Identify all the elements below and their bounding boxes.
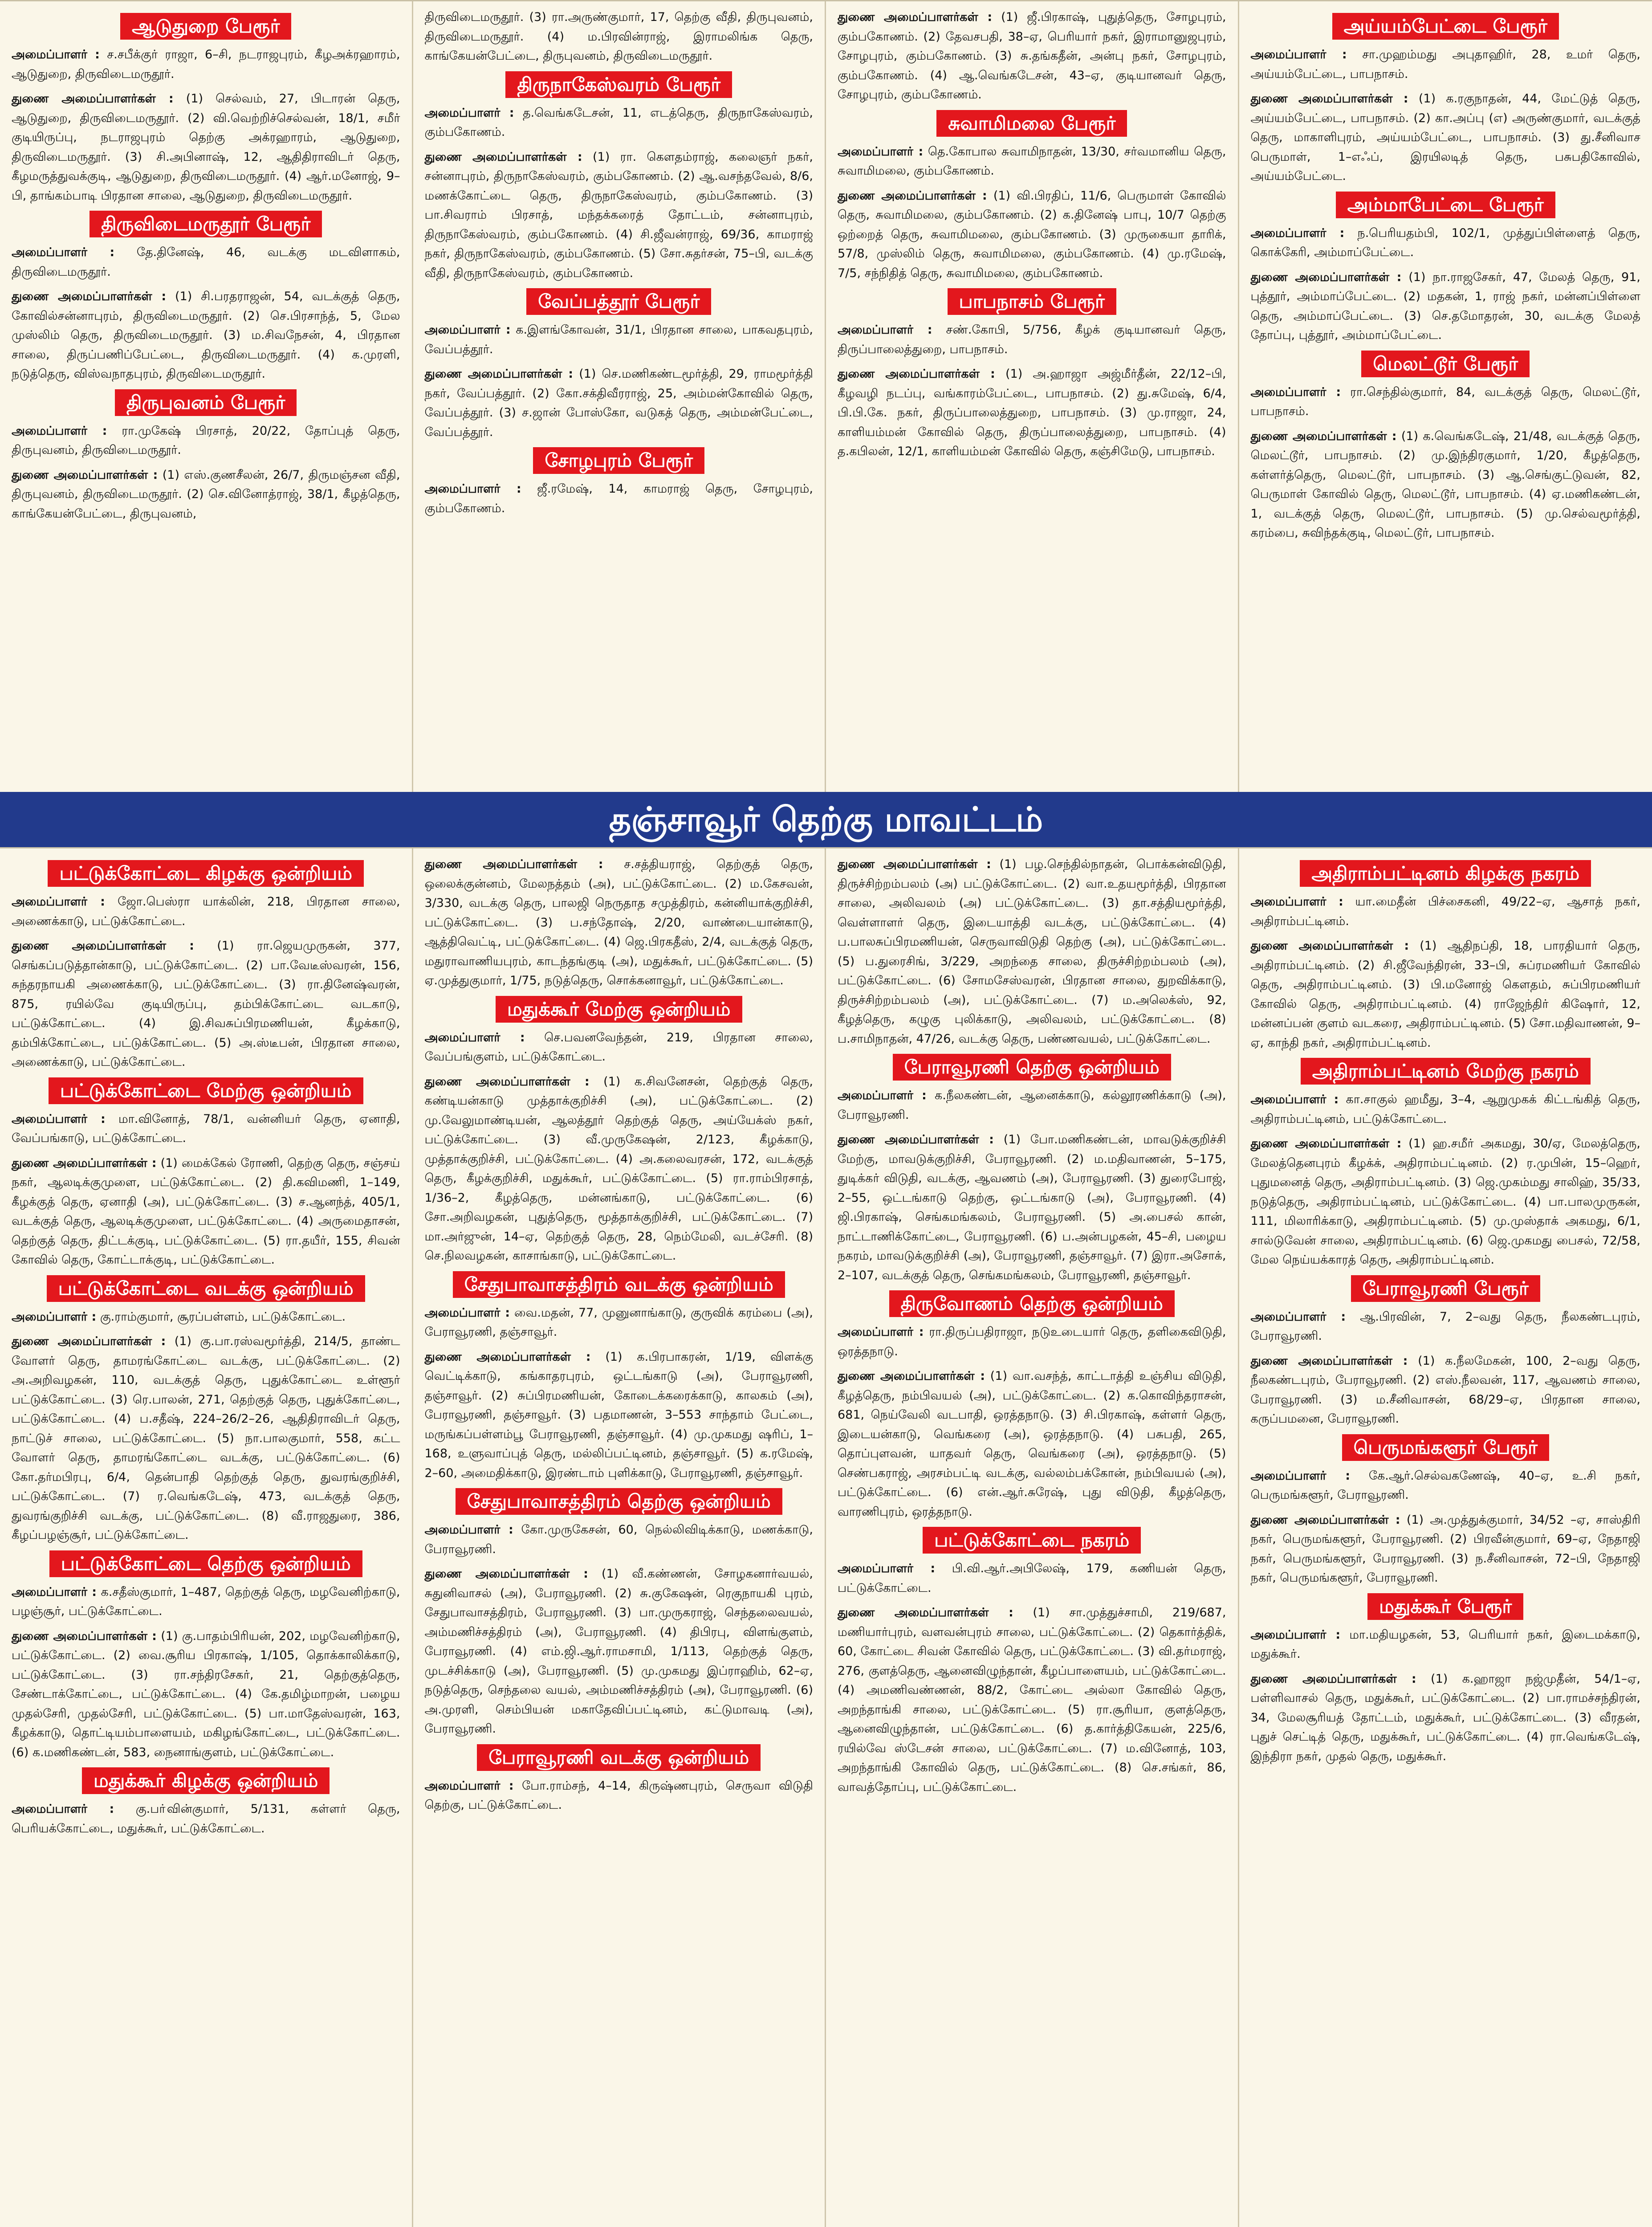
section-heading: மதுக்கூர் பேரூர் <box>1367 1593 1523 1620</box>
section-heading: திருவிடைமருதூர் பேரூர் <box>90 211 322 237</box>
member-entry <box>1251 1466 1641 1505</box>
role-label: துணை அமைப்பாளர்கள் : <box>838 1133 994 1146</box>
entry-text: போ.ராம்சந், 4–14, கிருஷ்ணபுரம், செருவா விடுதி தெற்கு, பட்டுக்கோட்டை. <box>424 1778 813 1812</box>
entry-text: ச.சபீக்குர் ராஜா, 6–சி, நடராஜபுரம், கீழஅக்ரஹாரம், ஆடுதுறை, திருவிடைமருதூர். <box>12 48 400 81</box>
role-label: அமைப்பாளர் : <box>12 1309 97 1324</box>
role-label: அமைப்பாளர் : <box>12 424 107 438</box>
member-entry <box>12 1332 400 1545</box>
entry-text: மா.மதியழகன், 53, பெரியார் நகர், இடைமக்காடு, மதுக்கூர். <box>1250 1627 1640 1661</box>
member-entry <box>1251 1351 1641 1429</box>
member-entry <box>12 936 400 1072</box>
role-label: துணை அமைப்பாளர்கள் : <box>838 1606 1013 1619</box>
section-heading: திருபுவனம் பேரூர் <box>115 389 297 416</box>
member-entry <box>1251 892 1641 931</box>
role-label: அமைப்பாளர் : <box>12 1112 106 1126</box>
entry-text: செ.பவனவேந்தன், 219, பிரதான சாலை, வேப்பங்குளம், பட்டுக்கோட்டை. <box>424 1030 813 1064</box>
column-2 <box>413 1 826 793</box>
entry-text: யா.மைதீன் பிச்சைகனி, 49/22–ஏ, ஆசாத் நகர், அதிராம்பட்டினம். <box>1250 895 1640 928</box>
role-label: அமைப்பாளர் : <box>1250 895 1343 909</box>
role-label: அமைப்பாளர் : <box>424 323 511 337</box>
role-label: அமைப்பாளர் : <box>424 1778 514 1793</box>
section-heading: சேதுபாவாசத்திரம் வடக்கு ஒன்றியம் <box>453 1271 785 1298</box>
member-entry <box>425 479 814 518</box>
member-entry <box>1251 936 1641 1052</box>
member-entry <box>425 1776 814 1815</box>
member-entry <box>1251 1090 1641 1129</box>
section-heading: பட்டுக்கோட்டை தெற்கு ஒன்றியம் <box>49 1550 362 1577</box>
member-entry <box>1251 1625 1641 1664</box>
column-4 <box>1239 1 1652 793</box>
entry-text: (1) வா.வசந்த், காட்டாத்தி உஞ்சிய விடுதி, கீழத்தெரு, நம்பிவயல் (அ), பட்டுக்கோட்டை. (2) க.கொவிந்தராசன், 681, நெய்வேலி வடபாதி, ஒரத்தநாடு. (3) சி.பிரகாஷ், கள்ளர் தெரு, இடையன்காடு, வெங்கரை (அ), ஒரத்தநாடு. (4) பசுபதி, 265, தொப்புளவன், யாதவர் தெரு, வெங்கரை (அ), ஒரத்தநாடு. (5) செண்பகராஜ், அரசம்பட்டி வடக்கு, வல்லம்பக்கோன், நம்பிவயல் (அ), பட்டுக்கோட்டை. (6) என்.ஆர்.சுரேஷ், புது விடுதி, கீழத்தெரு, வாரணிபுரம், ஒரத்தநாடு. <box>838 1369 1226 1519</box>
role-label: அமைப்பாளர் : <box>838 144 924 159</box>
entry-text: (1) க.ரகுநாதன், 44, மேட்டுத் தெரு, அய்யம்பேட்டை, பாபநாசம். (2) கா.அப்பு (எ) அருண்குமார், வடக்குத் தெரு, மாகாளிபுரம், அய்யம்பேட்டை, பாபநாசம். (3) து.சீனிவாச பெருமாள், 1–எஃப், இரயிலடித் தெரு, பசுபதிகோவில், அய்யம்பேட்டை. <box>1250 92 1640 183</box>
entry-text: (1) கு.பா.ரஸ்வமூர்த்தி, 214/5, தாண்ட வோளர் தெரு, தாமரங்கோட்டை வடக்கு, பட்டுக்கோட்டை. (2) அ.அறிவழகன், 110, வடக்குத் தெரு, புதுக்கோட்டை உள்ளூர் பட்டுக்கோட்டை. (3) ரெ.பாலன், 271, தெற்குத் தெரு, புதுக்கோட்டை, பட்டுக்கோட்டை. (4) ப.சதீஷ், 224–26/2–26, ஆதிதிராவிடர் தெரு, நாட்டுச் சாலை, பட்டுக்கோட்டை. (5) நா.பாலகுமார், 558, கட்ட வோளர் தெரு, தாமரங்கோட்டை வடக்கு, பட்டுக்கோட்டை. (6) கோ.தர்மபிரபு, 6/4, தென்பாதி தெற்குத் தெரு, துவரங்குறிச்சி, பட்டுக்கோட்டை. (7) ர.வெங்கடேஷ், 473, வடக்குத் தெரு, துவரங்குறிச்சி வடக்கு, பட்டுக்கோட்டை. (8) வீ.ராஜதுரை, 386, கீழப்பழஞ்சூர், பட்டுக்கோட்டை. <box>12 1334 400 1542</box>
role-label: துணை அமைப்பாளர்கள் : <box>838 1369 985 1383</box>
member-entry <box>425 1520 814 1559</box>
member-entry <box>838 364 1226 461</box>
entry-text: ரா.செந்தில்குமார், 84, வடக்குத் தெரு, மெலட்டூர், பாபநாசம். <box>1250 385 1640 418</box>
role-label: துணை அமைப்பாளர்கள் : <box>12 1334 166 1348</box>
entry-text: கோ.முருகேசன், 60, நெல்லிவிடிக்காடு, மணக்காடு, பேராவூரணி. <box>424 1523 813 1556</box>
section-heading: பட்டுக்கோட்டை நகரம் <box>923 1527 1141 1554</box>
entry-text: (1) செ.மணிகண்டமூர்த்தி, 29, ராமமூர்த்தி நகர், வேப்பத்தூர். (2) கோ.சக்திவீரராஜ், 25, அம்மன்கோவில் தெரு, வேப்பத்தூர். (3) ச.ஜான் போஸ்கோ, வடுகத் தெரு, அம்மன்பேட்டை, வேப்பத்தூர். <box>424 367 813 439</box>
member-entry <box>425 1347 814 1483</box>
member-entry <box>838 1366 1226 1521</box>
section-heading: பேராவூரணி பேரூர் <box>1351 1275 1540 1302</box>
section-heading: அம்மாபேட்டை பேரூர் <box>1336 192 1555 218</box>
role-label: அமைப்பாளர் : <box>12 48 100 61</box>
member-entry <box>838 1603 1226 1797</box>
role-label: அமைப்பாளர் : <box>424 1305 510 1320</box>
member-entry <box>1251 1669 1641 1766</box>
member-entry <box>1251 383 1641 421</box>
role-label: துணை அமைப்பாளர்கள் : <box>12 1629 157 1643</box>
member-entry <box>1251 1307 1641 1346</box>
column-3 <box>826 848 1239 2227</box>
member-entry <box>12 421 400 460</box>
role-label: அமைப்பாளர் : <box>1250 1627 1341 1642</box>
entry-text: (1) க.வெங்கடேஷ், 21/48, வடக்குத் தெரு, மெலட்டூர், பாபநாசம். (2) மு.இந்திரகுமார், 1/20, கீழத்தெரு, கள்ளர்த்தெரு, மெலட்டூர், பாபநாசம். (3) ஆ.செங்குட்டுவன், 82, பெருமாள் கோவில் தெரு, மெலட்டூர், பாபநாசம். (4) ஏ.மணிகண்டன், 1, வடக்குத் தெரு, மெலட்டூர், பாபநாசம். (5) மு.செல்வமூர்த்தி, கரம்பை, சுவிந்தக்குடி, மெலட்டூர், பாபநாசம். <box>1250 429 1640 540</box>
member-entry <box>838 142 1226 181</box>
member-entry <box>12 892 400 931</box>
member-entry <box>1251 45 1641 84</box>
entry-text: (1) க.சிவனேசன், தெற்குத் தெரு, கண்டியன்காடு முத்தாக்குறிச்சி (அ), பட்டுக்கோட்டை. (2) மு.வேலுமாண்டியன், ஆலத்தூர் தெற்குத் தெரு, அய்யேக்ஸ் நகர், பட்டுக்கோட்டை. (3) வீ.முருகேஷன், 2/123, கீழக்காடு, முத்தாக்குறிச்சி, பட்டுக்கோட்டை. (4) அ.கலைவரசன், 172, வடக்குத் தெரு, கீழக்குறிச்சி, மதுக்கூர், பட்டுக்கோட்டை. (5) ரா.ராம்பிரசாத், 1/36–2, கீழத்தெரு, மன்னங்காடு, பட்டுக்கோட்டை. (6) சோ.அறிவழகன், புதுத்தெரு, மூத்தாக்குறிச்சி, பட்டுக்கோட்டை. (7) மா.அர்ஜுன், 14–ஏ, தெற்குத் தெரு, 28, நெம்மேலி, வடச்சேரி. (8) செ.நிலவழகன், காசாங்காடு, பட்டுக்கோட்டை. <box>424 1074 814 1263</box>
entry-text: சா.முஹம்மது அபுதாஹிர், 28, உமர் தெரு, அய்யம்பேட்டை, பாபநாசம். <box>1250 48 1641 81</box>
member-entry <box>425 8 814 66</box>
member-entry <box>838 320 1226 359</box>
role-label: அமைப்பாளர் : <box>12 245 115 259</box>
section-top-listings <box>0 0 1652 795</box>
entry-text: (1) போ.மணிகண்டன், மாவடுக்குறிச்சி மேற்கு, மாவடுக்குறிச்சி, பேராவூரணி. (2) ம.மதிவாணன், 5–175, துடிக்கர் விடுதி, வடக்கு, ஆவணம் (அ), பேராவூரணி. (3) துரைபோஜ், 2–55, ஒட்டங்காடு தெற்கு, ஒட்டங்காடு (அ), பேராவூரணி. (4) ஜி.பிரகாஷ், செங்கமங்கலம், பேராவூரணி. (5) அ.பைசல் கான், நாட்டாணிக்கோட்டை, பேராவூரணி. (6) ப.அன்பழகன், 45–சி, பழைய நகரம், மாவடுக்குறிச்சி (அ), பேராவூரணி, தஞ்சாவூர். (7) இரா.அசோக், 2–107, வடக்குத் தெரு, செங்கமங்கலம், பேராவூரணி, தஞ்சாவூர். <box>838 1133 1226 1282</box>
role-label: துணை அமைப்பாளர்கள் : <box>12 939 194 953</box>
role-label: துணை அமைப்பாளர்கள் : <box>12 92 174 106</box>
member-entry <box>425 103 814 142</box>
role-label: துணை அமைப்பாளர்கள் : <box>424 1567 588 1581</box>
member-entry <box>12 1627 400 1762</box>
member-entry <box>838 1322 1226 1361</box>
entry-text: த.வெங்கடேசன், 11, எடத்தெரு, திருநாகேஸ்வரம், கும்பகோணம். <box>424 106 813 139</box>
member-entry <box>425 320 814 359</box>
entry-text: கா.சாகுல் ஹமீது, 3–4, ஆறுமுகக் கிட்டங்கித் தெரு, அதிராம்பட்டினம், பட்டுக்கோட்டை. <box>1250 1093 1640 1126</box>
entry-text: (1) க.பிரபாகரன், 1/19, விளக்கு வெட்டிக்காடு, கங்காதரபுரம், ஒட்டங்காடு (அ), பேராவூரணி, தஞ்சாவூர். (2) சுப்பிரமணியன், கோடைக்கரைக்காடு, காலகம் (அ), பேராவூரணி, தஞ்சாவூர். (3) பதமாணன், 3–553 சாந்தாம் பேட்டை, மருங்கப்பள்ளம்பூ பேராவூரணி, தஞ்சாவூர். (4) மு.முகமது ஷரிப், 1–168, உளுவாப்புத் தெரு, மல்லிப்பட்டினம், தஞ்சாவூர். (5) க.ரமேஷ், 2–60, அமைதிக்காடு, இரண்டாம் புளிக்காடு, பேராவூரணி, தஞ்சாவூர். <box>424 1350 813 1480</box>
entry-text: (1) க.ஹாஜா நஜ்முதீன், 54/1–ஏ, பள்ளிவாசல் தெரு, மதுக்கூர், பட்டுக்கோட்டை. (2) பா.ராமச்சந்திரன், 34, மேலசூரியத் தோட்டம், மதுக்கூர், பட்டுக்கோட்டை. (3) வீரதன், புதுச் செட்டித் தெரு, மதுக்கூர், பட்டுக்கோட்டை. (4) ரா.வெங்கடேஷ், இந்திரா நகர், முதல் தெரு, மதுக்கூர். <box>1250 1672 1640 1763</box>
section-heading: பாபநாசம் பேரூர் <box>948 288 1116 315</box>
section-heading: பேராவூரணி வடக்கு ஒன்றியம் <box>477 1744 761 1771</box>
section-south-district-listings <box>0 847 1652 2227</box>
entry-text: ந.பெரியதம்பி, 102/1, முத்துப்பிள்ளைத் தெரு, கொக்கேரி, அம்மாப்பேட்டை. <box>1250 226 1640 259</box>
section-heading: சுவாமிமலை பேரூர் <box>936 110 1127 137</box>
member-entry <box>838 1559 1226 1598</box>
role-label: அமைப்பாளர் : <box>424 482 521 496</box>
member-entry <box>12 1583 400 1621</box>
entry-text: திருவிடைமருதூர். (3) ரா.அருண்குமார், 17, தெற்கு வீதி, திருபுவனம், திருவிடைமருதூர். (4) ம.பிரவின்ராஜ், இராமலிங்க தெரு, காங்கேயன்பேட்டை, திருபுவனம், திருவிடைமருதூர். <box>424 10 813 63</box>
entry-text: (1) ரா. கௌதம்ராஜ், கலைஞர் நகர், சன்னாபுரம், திருநாகேஸ்வரம், கும்பகோணம். (2) ஆ.வசந்தவேல், 8/6, மணக்கோட்டை தெரு, திருநாகேஸ்வரம், கும்பகோணம். (3) பா.சிவராம் பிரசாத், மந்தக்கரைத் தோட்டம், சன்னாபுரம், திருநாகேஸ்வரம், கும்பகோணம். (4) சி.ஜீவன்ராஜ், 69/36, காமராஜ் நகர், திருநாகேஸ்வரம், கும்பகோணம். (5) சோ.சுதர்சன், 75–பி, வடக்கு வீதி, திருநாகேஸ்வரம், கும்பகோணம். <box>424 150 813 280</box>
role-label: துணை அமைப்பாளர்கள் : <box>12 1156 157 1170</box>
member-entry <box>425 1028 814 1067</box>
role-label: துணை அமைப்பாளர்கள் : <box>838 10 993 24</box>
column-1 <box>0 848 413 2227</box>
entry-text: (1) ஜீ.பிரகாஷ், புதுத்தெரு, சோழபுரம், கும்பகோணம். (2) தேவசபதி, 38–ஏ, பெரியார் நகர், இராமானுஜபுரம், சோழபுரம், கும்பகோணம். (3) சு.தங்கதீன், அன்பு நகர், சோழபுரம், கும்பகோணம். (4) ஆ.வெங்கடேசன், 43–ஏ, குடியானவர் தெரு, சோழபுரம், கும்பகோணம். <box>838 10 1226 102</box>
section-heading: திருவோணம் தெற்கு ஒன்றியம் <box>889 1290 1175 1317</box>
entry-text: க.சதீஸ்குமார், 1–487, தெற்குத் தெரு, மழவேனிற்காடு, பழஞ்சூர், பட்டுக்கோட்டை. <box>12 1585 400 1618</box>
section-heading: வேப்பத்தூர் பேரூர் <box>526 288 711 315</box>
role-label: அமைப்பாளர் : <box>1250 1093 1339 1106</box>
section-heading: மதுக்கூர் மேற்கு ஒன்றியம் <box>496 996 742 1023</box>
section-heading: பட்டுக்கோட்டை வடக்கு ஒன்றியம் <box>47 1275 365 1302</box>
role-label: துணை அமைப்பாளர்கள் : <box>1250 939 1409 953</box>
role-label: துணை அமைப்பாளர்கள் : <box>838 188 987 203</box>
entry-text: க.இளங்கோவன், 31/1, பிரதான சாலை, பாகவதபுரம், வேப்பத்தூர். <box>424 323 813 356</box>
entry-text: ரா.முகேஷ் பிரசாத், 20/22, தோப்புத் தெரு, திருபுவனம், திருவிடைமருதூர். <box>12 424 400 457</box>
section-heading: ஆடுதுறை பேரூர் <box>120 13 291 40</box>
entry-text: (1) அ.முத்துக்குமார், 34/52 –ஏ, சாஸ்திரி நகர், பெருமங்களூர், பேராவூரணி. (2) பிரவீன்குமார், 69–ஏ, நேதாஜி நகர், பெருமங்களூர், பேராவூரணி. (3) ந.சீனிவாசன், 72–பி, நேதாஜி நகர், பெருமங்களூர், பேராவூரணி. <box>1250 1513 1641 1585</box>
role-label: துணை அமைப்பாளர்கள் : <box>1250 270 1402 284</box>
member-entry <box>838 1086 1226 1125</box>
entry-text: (1) ஆதிநப்தி, 18, பாரதியார் தெரு, அதிராம்பட்டினம். (2) சி.ஜீவேந்திரன், 33–பி, சுப்ரமணியர் கோவில் தெரு, அதிராம்பட்டினம். (3) பி.மனோஜ் கௌதம், சுப்பிரமணியர் கோவில் தெரு, அதிராம்பட்டினம். (4) ராஜேந்திர் கிஷோர், 12, மன்னப்பன் குளம் வடகரை, அதிராம்பட்டினம். (5) சோ.மதிவாணன், 9–ஏ, காந்தி நகர், அதிராம்பட்டினம். <box>1250 939 1640 1050</box>
role-label: துணை அமைப்பாளர்கள் : <box>12 468 158 482</box>
member-entry <box>12 287 400 384</box>
role-label: துணை அமைப்பாளர்கள் : <box>424 367 574 381</box>
entry-text: (1) நா.ராஜசேகர், 47, மேலத் தெரு, 91, புத்தூர், அம்மாப்பேட்டை. (2) மதகன், 1, ராஜ் நகர், மன்னப்பிள்ளை தெரு, அம்மாப்பேட்டை. (3) செ.தமோதரன், 30, வடக்கு மேலத் தோப்பு, புத்தூர், அம்மாப்பேட்டை. <box>1250 270 1640 342</box>
role-label: துணை அமைப்பாளர்கள் : <box>424 857 603 871</box>
entry-text: க.நீலகண்டன், ஆனைக்காடு, கல்லூரணிக்காடு (அ), பேராவூரணி. <box>838 1089 1226 1122</box>
entry-text: (1) க.நீலமேகன், 100, 2–வது தெரு, நீலகண்டபுரம், பேராவூரணி. (2) எஸ்.நீலவன், 117, ஆவணம் சாலை, பேராவூரணி. (3) ம.சீனிவாசன், 68/29–ஏ, பிரதான சாலை, கருப்பமனை, பேராவூரணி. <box>1250 1354 1640 1426</box>
role-label: அமைப்பாளர் : <box>424 1030 525 1044</box>
role-label: அமைப்பாளர் : <box>424 1523 513 1537</box>
entry-text: சண்.கோபி, 5/756, கீழக் குடியானவர் தெரு, திருப்பாலைத்துறை, பாபநாசம். <box>838 323 1226 356</box>
entry-text: வை.மதன், 77, முனுனாங்காடு, குருவிக் கரம்பை (அ), பேராவூரணி, தஞ்சாவூர். <box>424 1305 813 1339</box>
column-4 <box>1239 848 1652 2227</box>
section-heading: பட்டுக்கோட்டை கிழக்கு ஒன்றியம் <box>48 860 364 887</box>
role-label: துணை அமைப்பாளர்கள் : <box>424 150 582 164</box>
member-entry <box>425 855 814 991</box>
entry-text: கு.ராம்குமார், சூரப்பள்ளம், பட்டுக்கோட்டை. <box>100 1309 346 1324</box>
section-heading: சேதுபாவாசத்திரம் தெற்கு ஒன்றியம் <box>456 1488 782 1515</box>
column-2 <box>413 848 826 2227</box>
section-heading: பட்டுக்கோட்டை மேற்கு ஒன்றியம் <box>49 1077 363 1104</box>
member-entry <box>12 89 400 205</box>
role-label: துணை அமைப்பாளர்கள் : <box>1250 1513 1400 1527</box>
section-heading: பெருமங்களூர் பேரூர் <box>1342 1434 1549 1461</box>
role-label: துணை அமைப்பாளர்கள் : <box>1250 429 1397 443</box>
entry-text: மா.வினோத், 78/1, வன்னியர் தெரு, ஏனாதி, வேப்பங்காடு, பட்டுக்கோட்டை. <box>12 1112 400 1145</box>
member-entry <box>425 147 814 283</box>
role-label: அமைப்பாளர் : <box>12 1585 97 1599</box>
role-label: அமைப்பாளர் : <box>424 106 514 120</box>
entry-text: (1) பழ.செந்தில்நாதன், பொக்கன்விடுதி, திருச்சிற்றம்பலம் (அ) பட்டுக்கோட்டை. (2) வா.உதயமூர்த்தி, பிரதான சாலை, அலிவலம் (அ) பட்டுக்கோட்டை. (3) தா.சத்தியமூர்த்தி, வெள்ளாளர் தெரு, இடையாத்தி வடக்கு, பட்டுக்கோட்டை. (4) ப.பாலசுப்பிரமணியன், செருவாவிடுதி தெற்கு (அ), பட்டுக்கோட்டை. (5) ப.துரைசிங், 3/229, அறந்தை சாலை, திருச்சிற்றம்பலம் (அ), பட்டுக்கோட்டை. (6) சோமசேஸ்வரன், பிரதான சாலை, துறவிக்காடு, திருச்சிற்றம்பலம் (அ), பட்டுக்கோட்டை. (7) ம.அலெக்ஸ், 92, கீழத்தெரு, கழுகு புலிக்காடு, அலிவலம், பட்டுக்கோட்டை. (8) ப.சாமிநாதன், 47/26, வடக்கு தெரு, பண்ணவயல், பட்டுக்கோட்டை. <box>838 857 1226 1046</box>
role-label: அமைப்பாளர் : <box>12 895 105 909</box>
role-label: அமைப்பாளர் : <box>1250 48 1347 61</box>
entry-text: (1) சி.பரதராஜன், 54, வடக்குத் தெரு, கோவில்சன்னாபுரம், திருவிடைமருதூர். (2) செ.பிரசாந்த், 5, மேல முஸ்லிம் தெரு, திருவிடைமருதூர். (3) ம.சிவநேசன், 4, பிரதான சாலை, திருப்பணிப்பேட்டை, திருவிடைமருதூர். (4) க.முரளி, நடுத்தெரு, விஸ்வநாதபுரம், திருவிடைமருதூர். <box>12 290 400 381</box>
member-entry <box>12 1154 400 1270</box>
entry-text: (1) செல்வம், 27, பிடாரன் தெரு, ஆடுதுறை, திருவிடைமருதூர். (2) வி.வெற்றிச்செல்வன், 18/1, சமீர் குடியிருப்பு, நடராஜபுரம் தெற்கு அக்ரஹாரம், ஆடுதுறை, திருவிடைமருதூர். (3) சி.அபினாஷ், 12, ஆதிதிராவிடர் தெரு, கீழமருத்துவக்குடி, ஆடுதுறை, திருவிடைமருதூர். (4) ஆர்.மனோஜ், 9–பி, தாங்கம்பாடி பிரதான சாலை, ஆடுதுறை, திருவிடைமருதூர். <box>12 92 400 203</box>
member-entry <box>425 1564 814 1739</box>
section-heading: பேராவூரணி தெற்கு ஒன்றியம் <box>893 1054 1171 1081</box>
entry-text: தெ.கோபால சுவாமிநாதன், 13/30, சர்வமானிய தெரு, சுவாமிமலை, கும்பகோணம். <box>838 144 1226 178</box>
entry-text: ஆ.பிரவின், 7, 2–வது தெரு, நீலகண்டபுரம், பேராவூரணி. <box>1250 1309 1640 1343</box>
member-entry <box>838 186 1226 283</box>
member-entry <box>12 1799 400 1838</box>
member-entry <box>838 1130 1226 1285</box>
role-label: துணை அமைப்பாளர்கள் : <box>1250 1672 1416 1686</box>
member-entry <box>12 1109 400 1148</box>
entry-text: பி.வி.ஆர்.அபிலேஷ், 179, கணியன் தெரு, பட்டுக்கோட்டை. <box>838 1562 1226 1595</box>
member-entry <box>1251 89 1641 186</box>
role-label: துணை அமைப்பாளர்கள் : <box>424 1074 590 1089</box>
member-entry <box>425 1303 814 1342</box>
section-heading: அதிராம்பட்டினம் கிழக்கு நகரம் <box>1300 860 1591 887</box>
role-label: அமைப்பாளர் : <box>12 1802 114 1816</box>
role-label: அமைப்பாளர் : <box>838 1089 927 1102</box>
member-entry <box>425 1072 814 1266</box>
role-label: துணை அமைப்பாளர்கள் : <box>1250 1137 1402 1150</box>
entry-text: கு.பா்வின்குமார், 5/131, கள்ளர் தெரு, பெரியக்கோட்டை, மதுக்கூர், பட்டுக்கோட்டை. <box>12 1802 400 1835</box>
district-banner-south: தஞ்சாவூர் தெற்கு மாவட்டம் <box>0 792 1652 847</box>
role-label: துணை அமைப்பாளர்கள் : <box>838 367 995 381</box>
member-entry <box>1251 1510 1641 1588</box>
member-entry <box>838 8 1226 105</box>
member-entry <box>838 855 1226 1048</box>
entry-text: கே.ஆர்.செல்வகணேஷ், 40–ஏ, உ.சி நகர், பெருமங்களூர், பேராவூரணி. <box>1250 1468 1640 1502</box>
role-label: துணை அமைப்பாளர்கள் : <box>424 1350 591 1364</box>
member-entry <box>1251 268 1641 345</box>
role-label: அமைப்பாளர் : <box>838 1325 924 1339</box>
entry-text: (1) அ.ஹாஜா அஜ்மீர்தீன், 22/12–பி, கீழவழி நடப்பு, வங்காரம்பேட்டை, பாபநாசம். (2) து.சுமேஷ், 6/4, பி.பி.கே. நகர், திருப்பாலைத்துறை, பாபநாசம். (3) மு.ராஜா, 24, காளியம்மன் கோவில் தெரு, திருப்பாலைத்துறை, பாபநாசம். (4) த.கபிலன், 12/1, காளியம்மன் கோவில் தெரு, கஞ்சிமேடு, பாபநாசம். <box>838 367 1226 458</box>
entry-text: ஜோ.பெஸ்ரா யாக்லின், 218, பிரதான சாலை, அணைக்காடு, பட்டுக்கோட்டை. <box>12 895 400 928</box>
entry-text: (1) எஸ்.குணசீலன், 26/7, திருமஞ்சன வீதி, திருபுவனம், திருவிடைமருதூர். (2) செ.வினோத்ராஜ், 38/1, கீழத்தெரு, காங்கேயன்பேட்டை, திருபுவனம், <box>12 468 400 521</box>
role-label: அமைப்பாளர் : <box>1250 226 1345 240</box>
role-label: துணை அமைப்பாளர்கள் : <box>1250 92 1408 106</box>
entry-text: (1) கு.பாதம்பிரியன், 202, மழவேனிற்காடு, பட்டுக்கோட்டை. (2) வை.சூரிய பிரகாஷ், 1/105, தொக்காலிக்காடு, பட்டுக்கோட்டை. (3) ரா.சந்திரசேகர், 21, தெற்குத்தெரு, சேண்டாக்கோட்டை, பட்டுக்கோட்டை. (4) கே.தமிழ்மாறன், பழைய முதல்சேரி, முதல்சேரி, பட்டுக்கோட்டை. (5) பா.மாதேஸ்வரன், 163, கீழக்காடு, தொட்டியம்பாளையம், மகிழங்கோட்டை, பட்டுக்கோட்டை. (6) க.மணிகண்டன், 583, நைனாங்குளம், பட்டுக்கோட்டை. <box>12 1629 400 1759</box>
section-heading: மதுக்கூர் கிழக்கு ஒன்றியம் <box>82 1767 330 1794</box>
role-label: அமைப்பாளர் : <box>1250 385 1341 399</box>
member-entry <box>1251 427 1641 543</box>
role-label: அமைப்பாளர் : <box>838 1562 936 1575</box>
role-label: துணை அமைப்பாளர்கள் : <box>838 857 991 871</box>
role-label: அமைப்பாளர் : <box>1250 1468 1350 1483</box>
role-label: அமைப்பாளர் : <box>838 323 932 337</box>
entry-text: ஜீ.ரமேஷ், 14, காமராஜ் தெரு, சோழபுரம், கும்பகோணம். <box>424 482 813 515</box>
section-heading: அதிராம்பட்டினம் மேற்கு நகரம் <box>1301 1058 1591 1085</box>
section-heading: அய்யம்பேட்டை பேரூர் <box>1332 13 1559 40</box>
entry-text: (1) ஹ.சமீர் அகமது, 30/ஏ, மேலத்தெரு, மேலத்தெனபுரம் கீழக்க், அதிராம்பட்டினம். (2) ர.முபின், 15–ஹெர், புதுமனைத் தெரு, அதிராம்பட்டினம். (3) ஜெ.முகம்மது சாலிஹ், 35/33, நடுத்தெரு, அதிராம்பட்டினம், பட்டுக்கோட்டை. (4) பா.பாலமுருகன், 111, மிலாரிக்காடு, அதிராம்பட்டினம். (5) மு.முஸ்தாக் அகமது, 6/1, சால்டுவேன் சாலை, அதிராம்பட்டினம். (6) ஜெ.முகமது பைசல், 72/58, மேல நெய்யக்காரத் தெரு, அதிராம்பட்டினம். <box>1250 1137 1641 1267</box>
section-heading: திருநாகேஸ்வரம் பேரூர் <box>505 71 732 98</box>
section-heading: சோழபுரம் பேரூர் <box>533 447 704 474</box>
member-entry <box>12 45 400 84</box>
entry-text: தே.தினேஷ், 46, வடக்கு மடவிளாகம், திருவிடைமருதூர். <box>12 245 400 279</box>
role-label: துணை அமைப்பாளர்கள் : <box>1250 1354 1408 1368</box>
entry-text: (1) வி.பிரதிப், 11/6, பெருமாள் கோவில் தெரு, சுவாமிமலை, கும்பகோணம். (2) க.தினேஷ் பாபு, 10/7 தெற்கு ஒற்றைத் தெரு, சுவாமிமலை, கும்பகோணம். (3) முருகையா தாரிக், 57/8, முஸ்லிம் தெரு, சுவாமிமலை, கும்பகோணம். (4) மு.ரமேஷ், 7/5, சந்நிதித் தெரு, சுவாமிமலை, கும்பகோணம். <box>838 188 1226 280</box>
entry-text: (1) மைக்கேல் ரோணி, தெற்கு தெரு, சஞ்சய் நகர், ஆலடிக்குமுளை, பட்டுக்கோட்டை. (2) தி.கவிமணி, 1–149, கீழக்குத் தெரு, ஏனாதி (அ), பட்டுக்கோட்டை. (3) ச.ஆனந்த், 405/1, வடக்குத் தெரு, ஆலடிக்குமுளை, பட்டுக்கோட்டை. (4) அருமைதாசன், தெற்குத் தெரு, திட்டக்குடி, பட்டுக்கோட்டை. (5) ரா.தயீர், 155, சிவன் கோவில் தெரு, கோட்டாக்குடி, பட்டுக்கோட்டை. <box>12 1156 400 1267</box>
entry-text: (1) ரா.ஜெயமுருகன், 377, செங்கப்படுத்தான்காடு, பட்டுக்கோட்டை. (2) பா.வேடீஸ்வரன், 156, சுந்தரநாயகி அணைக்காடு, பட்டுக்கோட்டை. (3) ரா.தினேஷ்வரன், 875, ரயில்வே குடியிருப்பு, தம்பிக்கோட்டை வடகாடு, பட்டுக்கோட்டை. (4) இ.சிவசுப்பிரமணியன், கீழக்காடு, தம்பிக்கோட்டை, பட்டுக்கோட்டை. (5) அ.ஸ்டீபன், பிரதான சாலை, அணைக்காடு, பட்டுக்கோட்டை. <box>12 939 400 1069</box>
member-entry <box>12 243 400 281</box>
role-label: அமைப்பாளர் : <box>1250 1309 1346 1324</box>
member-entry <box>425 364 814 442</box>
role-label: துணை அமைப்பாளர்கள் : <box>12 290 167 303</box>
entry-text: ரா.திருப்பதிராஜா, நடுஉடையார் தெரு, தளிகைவிடுதி, ஒரத்தநாடு. <box>838 1325 1226 1358</box>
member-entry <box>12 1307 400 1327</box>
member-entry <box>1251 224 1641 262</box>
entry-text: (1) சா.முத்துச்சாமி, 219/687, மணியார்புரம், வளவன்புரம் சாலை, பட்டுக்கோட்டை. (2) தெகார்த்திக், 60, கோட்டை சிவன் கோவில் தெரு, பட்டுக்கோட்டை. (3) வி.தர்மராஜ், 276, குளத்தெரு, ஆனைவிழுந்தான், கீழப்பாளையம், பட்டுக்கோட்டை. (4) அமணிவண்ணன், 88/2, கோட்டை அல்லா கோவில் தெரு, அறந்தாங்கி சாலை, பட்டுக்கோட்டை. (5) ரா.சூரியா, குளத்தெரு, ஆனைவிழுந்தான், பட்டுக்கோட்டை. (6) த.கார்த்திகேயன், 225/6, ரயில்வே ஸ்டேசன் சாலை, பட்டுக்கோட்டை. (7) ம.வினோத், 103, அறந்தாங்கி கோவில் தெரு, பட்டுக்கோட்டை. (8) செ.சங்கர், 86, வாவத்தோப்பு, பட்டுக்கோட்டை. <box>838 1606 1226 1794</box>
member-entry <box>12 465 400 524</box>
column-1 <box>0 1 413 793</box>
member-entry <box>1251 1134 1641 1270</box>
column-3 <box>826 1 1239 793</box>
entry-text: ச.சத்தியராஜ், தெற்குத் தெரு, ஒலைக்குன்னம், மேலநத்தம் (அ), பட்டுக்கோட்டை. (2) ம.கேசவன், 3/330, வடக்கு தெரு, பாலஜி நெருதாத சமுத்திரம், கன்னியாக்குறிச்சி, பட்டுக்கோட்டை. (3) ப.சந்தோஷ், 2/20, வாண்டையான்காடு, ஆத்திவெட்டி, பட்டுக்கோட்டை. (4) ஜெ.பிரகதீஸ், 2/4, வடக்குத் தெரு, மதுராவாணியபுரம், காடந்தங்குடி (அ), மதுக்கூர், பட்டுக்கோட்டை. (5) ஏ.முத்துகுமார், 1/75, நடுத்தெரு, சொக்கனாவூர், பட்டுக்கோட்டை. <box>424 857 813 987</box>
entry-text: (1) வீ.கண்ணன், சோழகனார்வயல், சுதுனிவாசல் (அ), பேராவூரணி. (2) சு.குகேஷன், ரெகுநாயகி புரம், சேதுபாவாசத்திரம், பேராவூரணி. (3) பா.முருகராஜ், செந்தலைவயல், அம்மணிச்சத்திரம் (அ), பேராவூரணி. (4) திபிரபு, விளங்குளம், பேராவூரணி. (4) எம்.ஜி.ஆர்.ராமசாமி, 1/113, தெற்குத் தெரு, முடச்சிக்காடு (அ), பேராவூரணி. (5) மு.முகமது இப்ராஹிம், 62–ஏ, நடுத்தெரு, செந்தலை வயல், அம்மணிச்சத்திரம் (அ), பேராவூரணி. (6) அ.முரளி, செம்பியன் மகாதேவிப்பட்டினம், கட்டுமாவடி (அ), பேராவூரணி. <box>424 1567 814 1736</box>
section-heading: மெலட்டூர் பேரூர் <box>1361 351 1530 377</box>
